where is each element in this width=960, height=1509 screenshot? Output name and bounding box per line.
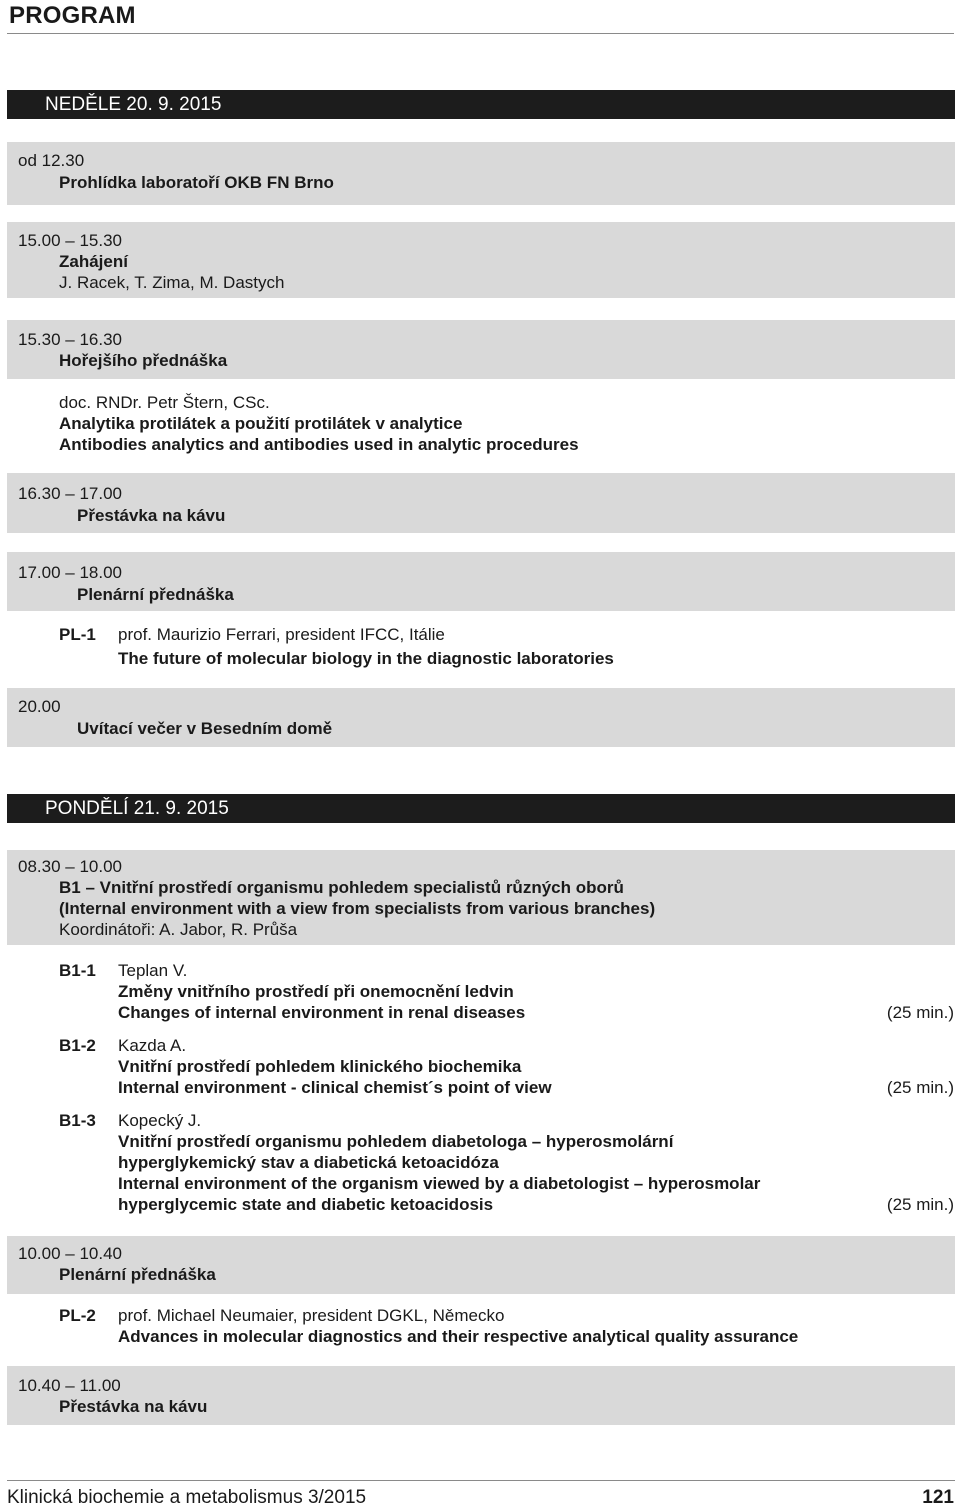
session-time: 17.00 – 18.00 bbox=[18, 563, 122, 582]
session-coordinators: Koordinátoři: A. Jabor, R. Průša bbox=[59, 920, 298, 939]
day-label: PONDĚLÍ 21. 9. 2015 bbox=[45, 798, 229, 819]
lecture-title-en: Changes of internal environment in renal diseases bbox=[118, 1003, 526, 1022]
lecture-author: Kopecký J. bbox=[118, 1111, 202, 1130]
session-time: 08.30 – 10.00 bbox=[18, 857, 122, 876]
session-people: J. Racek, T. Zima, M. Dastych bbox=[59, 273, 285, 292]
lecture-code: B1-2 bbox=[59, 1036, 96, 1055]
lecture-duration: (25 min.) bbox=[886, 1078, 954, 1097]
speaker: prof. Michael Neumaier, president DGKL, Německo bbox=[118, 1306, 505, 1325]
lecture-title-en: Antibodies analytics and antibodies used in analytic procedures bbox=[59, 435, 579, 454]
page-title: PROGRAM bbox=[9, 2, 136, 29]
lecture-author: Teplan V. bbox=[118, 961, 188, 980]
session-name: Prohlídka laboratoří OKB FN Brno bbox=[59, 173, 334, 192]
lecture-code: PL-2 bbox=[59, 1306, 96, 1325]
speaker: prof. Maurizio Ferrari, president IFCC, Itálie bbox=[118, 625, 445, 644]
lecture-title-en: hyperglycemic state and diabetic ketoacidosis bbox=[118, 1195, 494, 1214]
session-name: Uvítací večer v Besedním domě bbox=[77, 719, 333, 738]
session-time: 10.40 – 11.00 bbox=[18, 1376, 121, 1395]
lecture-title: Vnitřní prostředí pohledem klinického biochemika bbox=[118, 1057, 522, 1076]
lecture-title: hyperglykemický stav a diabetická ketoacidóza bbox=[118, 1153, 499, 1172]
session-time: 15.30 – 16.30 bbox=[18, 330, 122, 349]
session-name: Přestávka na kávu bbox=[77, 506, 226, 525]
lecture-author: Kazda A. bbox=[118, 1036, 187, 1055]
title-divider bbox=[7, 33, 954, 34]
day-label: NEDĚLE 20. 9. 2015 bbox=[45, 94, 222, 115]
lecture-title-en: Internal environment of the organism viewed by a diabetologist – hyperosmolar bbox=[118, 1174, 761, 1193]
session-name: Hořejšího přednáška bbox=[59, 351, 228, 370]
session-time: od 12.30 bbox=[18, 151, 85, 170]
session-name: Zahájení bbox=[59, 252, 128, 271]
lecture-title: Vnitřní prostředí organismu pohledem diabetologa – hyperosmolární bbox=[118, 1132, 674, 1151]
session-time: 10.00 – 10.40 bbox=[18, 1244, 122, 1263]
session-name: Plenární přednáška bbox=[77, 585, 234, 604]
lecture-duration: (25 min.) bbox=[886, 1195, 954, 1214]
session-time: 15.00 – 15.30 bbox=[18, 231, 122, 250]
day-header-sunday bbox=[7, 90, 955, 119]
session-time: 20.00 bbox=[18, 697, 61, 716]
lecture-duration: (25 min.) bbox=[886, 1003, 954, 1022]
lecture-title: Advances in molecular diagnostics and their respective analytical quality assurance bbox=[118, 1327, 799, 1346]
speaker: doc. RNDr. Petr Štern, CSc. bbox=[59, 393, 270, 412]
lecture-title: The future of molecular biology in the diagnostic laboratories bbox=[118, 649, 614, 668]
session-name: Plenární přednáška bbox=[59, 1265, 216, 1284]
lecture-code: PL-1 bbox=[59, 625, 96, 644]
lecture-title: Změny vnitřního prostředí při onemocnění ledvin bbox=[118, 982, 514, 1001]
lecture-code: B1-1 bbox=[59, 961, 96, 980]
session-name-en: (Internal environment with a view from specialists from various branches) bbox=[59, 899, 656, 918]
session-name: Přestávka na kávu bbox=[59, 1397, 208, 1416]
session-time: 16.30 – 17.00 bbox=[18, 484, 122, 503]
journal-name: Klinická biochemie a metabolismus 3/2015 bbox=[7, 1487, 367, 1508]
session-name: B1 – Vnitřní prostředí organismu pohledem specialistů různých oborů bbox=[59, 878, 624, 897]
day-header-monday bbox=[7, 794, 955, 823]
lecture-code: B1-3 bbox=[59, 1111, 96, 1130]
lecture-title: Analytika protilátek a použití protilátek v analytice bbox=[59, 414, 463, 433]
page-number: 121 bbox=[922, 1487, 954, 1508]
lecture-title-en: Internal environment - clinical chemist´s point of view bbox=[118, 1078, 552, 1097]
footer-divider bbox=[7, 1480, 955, 1481]
